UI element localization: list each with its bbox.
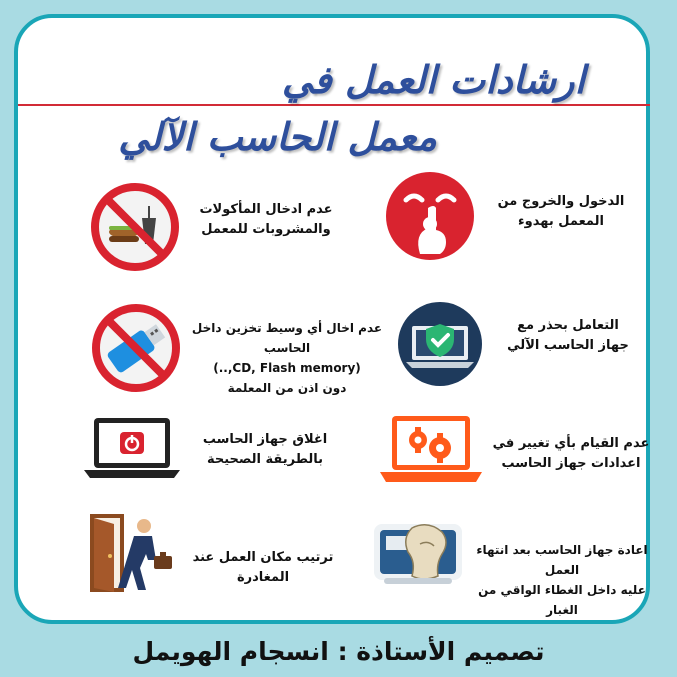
rule-careful-handling	[488, 316, 648, 356]
laptop-gears-icon	[378, 414, 484, 486]
computer-dust-cover-icon	[372, 518, 464, 590]
rule-proper-shutdown-line2: بالطريقة الصحيحة	[206, 452, 324, 467]
rule-no-storage-media-line3: دون اذن من المعلمة	[227, 381, 347, 395]
rule-tidy-workspace	[188, 548, 338, 588]
rule-careful-handling-line2: جهاز الحاسب الآلي	[507, 338, 629, 353]
designer-credit: تصميم الأستاذة : انسجام الهويمل	[132, 637, 545, 666]
rule-no-settings-change-line2: اعدادات جهاز الحاسب	[501, 456, 641, 471]
no-food-drink-icon	[90, 182, 180, 272]
secure-laptop-icon	[396, 300, 484, 388]
title-divider-line	[18, 104, 650, 106]
rule-no-storage-media-line2: (CD, Flash memory,..)	[213, 361, 361, 375]
rule-proper-shutdown	[190, 430, 340, 470]
rule-no-settings-change	[486, 434, 656, 474]
rule-no-food	[186, 200, 346, 240]
rule-no-storage-media-line1: عدم اخال أي وسيط تخزين داخل الحاسب	[191, 321, 383, 355]
person-leaving-door-icon	[84, 512, 180, 594]
rule-careful-handling-line1: التعامل بحذر مع	[517, 318, 619, 333]
rule-no-food-line2: والمشروبات للمعمل	[201, 222, 331, 237]
rule-tidy-workspace-line2: المغادرة	[236, 570, 290, 585]
rule-tidy-workspace-line1: ترتيب مكان العمل عند	[192, 550, 334, 565]
rule-no-settings-change-line1: عدم القيام بأي تغيير في	[492, 436, 650, 451]
laptop-power-icon	[82, 416, 182, 482]
rule-no-storage-media	[176, 318, 398, 398]
quiet-shush-icon	[384, 170, 476, 262]
no-usb-icon	[90, 302, 182, 394]
poster-title-line2: معمل الحاسب الآلي	[118, 115, 437, 159]
rule-dust-cover-line2: عليه داخل الغطاء الواقي من الغبار	[478, 583, 646, 617]
rule-quiet-entry-line2: المعمل بهدوء	[518, 214, 604, 229]
rule-quiet-entry	[476, 192, 646, 232]
rule-proper-shutdown-line1: اغلاق جهاز الحاسب	[202, 432, 328, 447]
rule-dust-cover-line1: اعادة جهاز الحاسب بعد انتهاء العمل	[476, 543, 648, 577]
rule-quiet-entry-line1: الدخول والخروج من	[497, 194, 625, 209]
rule-dust-cover	[462, 540, 662, 620]
poster-title-line1: ارشادات العمل في	[281, 58, 585, 102]
rule-no-food-line1: عدم ادخال المأكولات	[199, 202, 333, 217]
